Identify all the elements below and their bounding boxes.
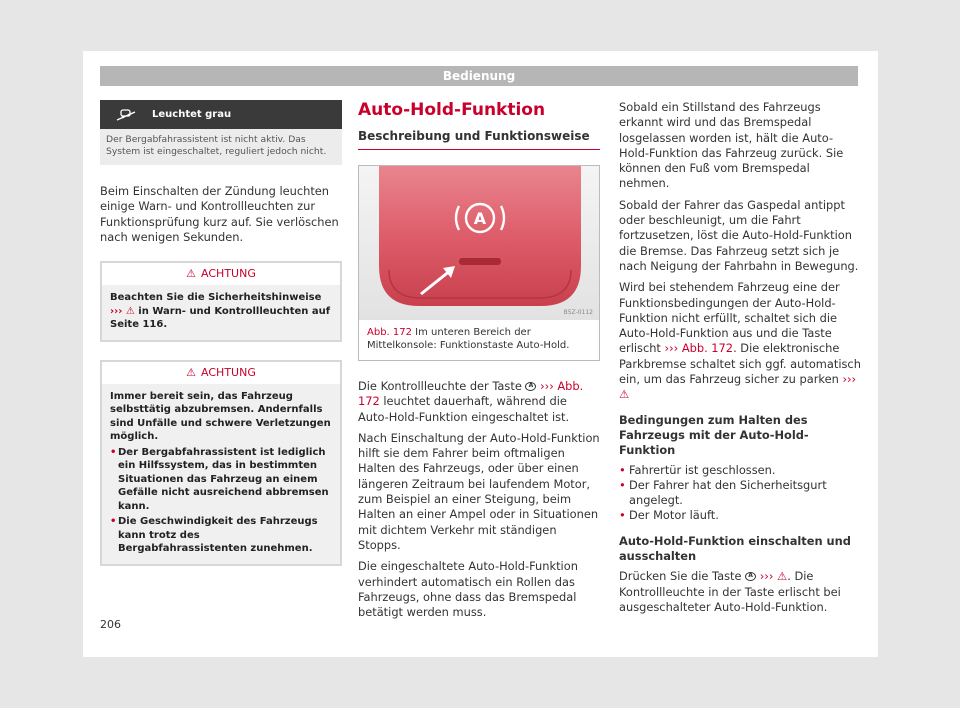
lamp-box [100, 100, 342, 165]
figure-number: Abb. 172 [367, 327, 412, 338]
section-subtitle: Beschreibung und Funktionsweise [358, 129, 600, 150]
header-bar: Bedienung [100, 66, 858, 86]
paragraph-2: Nach Einschaltung der Auto-Hold-Funktion hilft sie dem Fahrer beim oftmaligen Halten des Fahrzeugs, oder über einen längeren Zeitraum bei laufendem Motor, zum Beispiel an einer Steigung, beim Halten an einer Ampel oder in Situationen mit dichtem Verkehr mit ständigen Stopps. [358, 430, 600, 552]
lamp-header [100, 100, 342, 129]
warning-triangle-icon: ⚠ [619, 387, 630, 402]
warning-box-1 [100, 261, 342, 342]
section-title: Auto-Hold-Funktion [358, 100, 546, 120]
column-right [619, 100, 861, 615]
page-number: 206 [100, 618, 121, 631]
paragraph-6 [619, 280, 861, 402]
cross-ref-arrows[interactable]: ››› [759, 569, 774, 584]
cross-ref-arrows[interactable]: ››› [110, 305, 123, 317]
auto-hold-icon: A [745, 572, 756, 581]
column-left [100, 100, 342, 566]
intro-paragraph: Beim Einschalten der Zündung leuchten einige Warn- und Kontrollleuchten zur Funktionsprüfung kurz auf. Sie verlöschen nach wenigen Sekunden. [100, 184, 339, 244]
auto-hold-icon: A [525, 382, 536, 391]
p7-text-after: . Die Kontrollleuchte in der Taste erlischt bei ausgeschalteter Auto-Hold-Funktion. [619, 569, 841, 614]
p6-text: Wird bei stehendem Fahrzeug eine der Funktionsbedingungen der Auto-Hold-Funktion nicht erfüllt, schaltet sich die Auto-Hold-Funktion aus und die Taste erlischt [619, 280, 840, 356]
warning-label-2: ACHTUNG [201, 365, 256, 379]
cross-ref-abb-172[interactable]: ››› Abb. 172 [358, 379, 584, 409]
warning-header-1 [102, 263, 340, 285]
hill-assist-lamp-icon [100, 107, 152, 123]
p1-text: Die Kontrollleuchte der Taste [358, 379, 526, 393]
condition-item: • Der Motor läuft. [619, 508, 861, 523]
warning-list-2 [110, 446, 332, 556]
warning-bullet: • Die Geschwindigkeit des Fahrzeugs kann trotz des Bergabfahrassistenten zunehmen. [110, 515, 332, 556]
warning-body-1 [102, 285, 340, 340]
auto-hold-button-image [359, 166, 599, 320]
p6-text-after: . Die elektronische Parkbremse schaltet sich ggf. automatisch ein, um das Fahrzeug sicher zu parken [619, 341, 861, 387]
column-middle [358, 100, 600, 620]
paragraph-3: Die eingeschaltete Auto-Hold-Funktion verhindert automatisch ein Rollen das Fahrzeugs, ohne dass das Bremspedal betätigt werden muss. [358, 559, 578, 620]
warning-text-1a: Beachten Sie die Sicherheitshinweise [110, 292, 322, 304]
conditions-list [619, 463, 861, 524]
paragraph-4: Sobald ein Stillstand des Fahrzeugs erkannt wird und das Bremspedal losgelassen worden ist, hält die Auto-Hold-Funktion das Fahrzeug zurück. Sie können den Fuß vom Bremspedal nehmen. [619, 100, 844, 191]
paragraph-1 [358, 379, 600, 425]
figure-code: B5Z-0112 [563, 309, 593, 316]
cross-ref-abb-172[interactable]: ››› Abb. 172 [664, 341, 734, 356]
figure-caption-text: Im unteren Bereich der Mittelkonsole: Funktionstaste Auto-Hold. [367, 327, 570, 351]
paragraph-5: Sobald der Fahrer das Gaspedal antippt oder beschleunigt, um die Fahrt fortzusetzen, löst die Auto-Hold-Funktion die Bremse. Das Fahrzeug setzt sich je nach Neigung der Fahrbahn in Bewegung. [619, 197, 859, 273]
p1-text-after: leuchtet dauerhaft, während die Auto-Hold-Funktion eingeschaltet ist. [358, 394, 570, 424]
warning-text-1b: in Warn- und Kontrollleuchten auf Seite 116. [110, 305, 331, 331]
warning-bullet: • Der Bergabfahrassistent ist lediglich ein Hilfssystem, das in bestimmten Situationen das Fahrzeug an einem Gefälle nicht ausreichend abbremsen kann. [110, 446, 332, 514]
paragraph-7 [619, 569, 861, 615]
switch-heading: Auto-Hold-Funktion einschalten und ausschalten [619, 533, 851, 564]
cross-ref-arrows[interactable]: ››› [842, 372, 857, 387]
condition-item: • Der Fahrer hat den Sicherheitsgurt angelegt. [619, 478, 861, 509]
warning-triangle-icon: ⚠ [186, 365, 197, 379]
condition-item: • Fahrertür ist geschlossen. [619, 463, 861, 478]
warning-triangle-icon: ⚠ [777, 569, 788, 584]
warning-triangle-icon: ⚠ [186, 267, 197, 281]
warning-triangle-icon: ⚠ [125, 305, 135, 317]
warning-header-2 [102, 362, 340, 384]
figure-172 [358, 165, 600, 361]
warning-body-2 [102, 384, 340, 564]
svg-text:A: A [473, 209, 487, 228]
lamp-title: Leuchtet grau [152, 109, 232, 120]
warning-intro-2: Immer bereit sein, das Fahrzeug selbsttätig abzubremsen. Andernfalls sind Unfälle und schwere Verletzungen möglich. [110, 390, 331, 443]
p7-text: Drücken Sie die Taste [619, 569, 746, 584]
warning-label-1: ACHTUNG [201, 267, 256, 281]
conditions-heading: Bedingungen zum Halten des Fahrzeugs mit der Auto-Hold-Funktion [619, 412, 809, 458]
warning-box-2 [100, 360, 342, 566]
lamp-text: Der Bergabfahrassistent ist nicht aktiv. Das System ist eingeschaltet, reguliert jedoch nicht. [106, 134, 327, 157]
figure-caption [359, 320, 599, 360]
